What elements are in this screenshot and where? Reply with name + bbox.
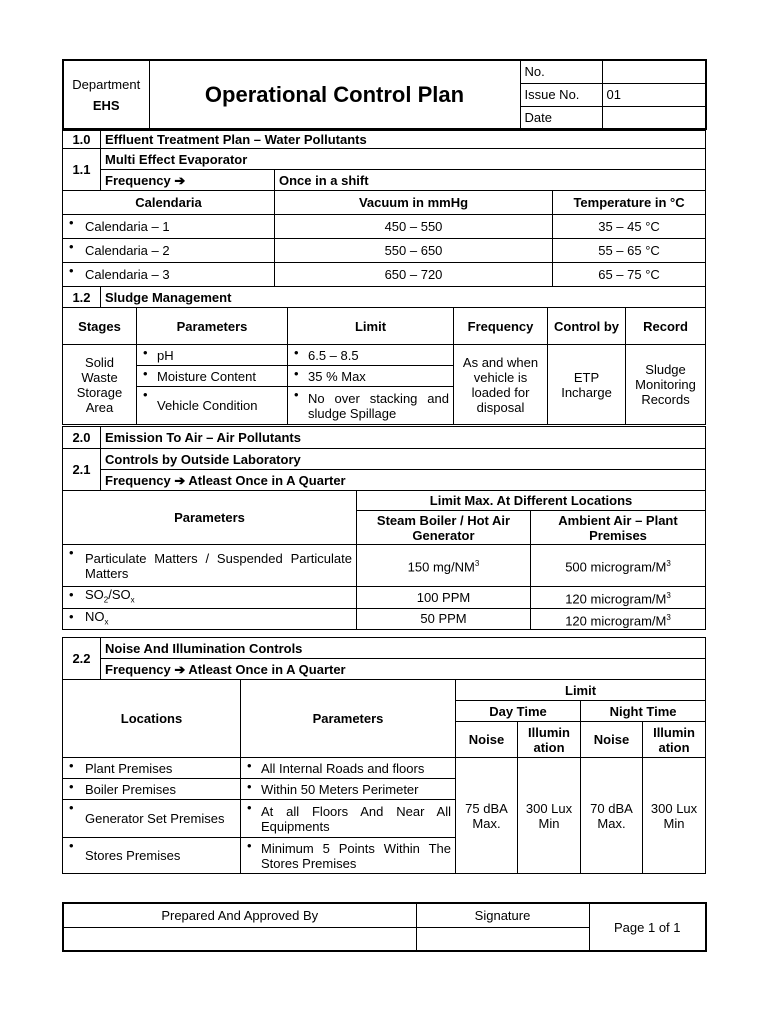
parameter-name: • $SO_2/SO_x$ bbox=[63, 587, 357, 609]
column-header: Parameters bbox=[137, 308, 288, 345]
table-row bbox=[63, 263, 706, 287]
calendaria-name: • Calendaria – 2 bbox=[63, 239, 275, 263]
subsection-num: 2.1 bbox=[63, 449, 101, 491]
ambient-limit: 120 microgram/$M^3$ bbox=[531, 608, 706, 630]
issue-value: 01 bbox=[602, 83, 706, 106]
column-header: Vacuum in mmHg bbox=[275, 191, 553, 215]
department-label: Department bbox=[72, 76, 141, 92]
page-title: Operational Control Plan bbox=[149, 60, 520, 129]
location-name: • Generator Set Premises bbox=[63, 800, 241, 838]
ambient-limit: 120 microgram/$M^3$ bbox=[531, 587, 706, 609]
parameters-header: Parameters bbox=[241, 680, 456, 758]
night-time-header: Night Time bbox=[581, 701, 706, 722]
prepared-value bbox=[63, 927, 416, 951]
section-2-table bbox=[62, 426, 706, 630]
section-num: 1.2 bbox=[63, 287, 101, 308]
ambient-limit: 500 microgram/$M^3$ bbox=[531, 545, 706, 587]
location-name: • Stores Premises bbox=[63, 838, 241, 874]
subsection-title: Controls by Outside Laboratory bbox=[101, 449, 706, 470]
table-row bbox=[63, 608, 706, 630]
header-table bbox=[62, 59, 707, 130]
vacuum-value: 650 – 720 bbox=[275, 263, 553, 287]
table-row bbox=[63, 545, 706, 587]
section-title: Effluent Treatment Plan – Water Pollutants bbox=[101, 131, 706, 149]
record-value: Sludge Monitoring Records bbox=[626, 345, 706, 425]
department-value: EHS bbox=[92, 97, 120, 113]
table-row bbox=[63, 239, 706, 263]
parameter-name: • Minimum 5 Points Within The Stores Premises bbox=[241, 838, 456, 874]
location-name: • Plant Premises bbox=[63, 758, 241, 779]
section-title: Sludge Management bbox=[101, 287, 706, 308]
signature-label: Signature bbox=[416, 903, 589, 927]
stage-value: Solid Waste Storage Area bbox=[63, 345, 137, 425]
control-by-value: ETP Incharge bbox=[548, 345, 626, 425]
parameter-name: • All Internal Roads and floors bbox=[241, 758, 456, 779]
parameter-item: • Vehicle Condition bbox=[137, 387, 288, 425]
column-header: Frequency bbox=[454, 308, 548, 345]
no-label: No. bbox=[520, 60, 602, 83]
date-label: Date bbox=[520, 106, 602, 129]
column-header: Limit bbox=[288, 308, 454, 345]
parameter-name: • $NO_x$ bbox=[63, 608, 357, 630]
boiler-limit: 100 PPM bbox=[357, 587, 531, 609]
section-1-2-table bbox=[62, 286, 706, 425]
vacuum-value: 450 – 550 bbox=[275, 215, 553, 239]
day-time-header: Day Time bbox=[456, 701, 581, 722]
frequency-label: Frequency ➔ bbox=[101, 170, 275, 191]
parameter-name: • Within 50 Meters Perimeter bbox=[241, 779, 456, 800]
temperature-value: 65 – 75 °C bbox=[553, 263, 706, 287]
footer-table bbox=[62, 902, 707, 952]
day-noise-value: 75 dBA Max. bbox=[456, 758, 518, 874]
location-header-boiler: Steam Boiler / Hot Air Generator bbox=[357, 511, 531, 545]
parameters-header: Parameters bbox=[63, 491, 357, 545]
date-value bbox=[602, 106, 706, 129]
subsection-title: Multi Effect Evaporator bbox=[101, 149, 706, 170]
column-header: Control by bbox=[548, 308, 626, 345]
limit-header: Limit bbox=[456, 680, 706, 701]
frequency-value: Once in a shift bbox=[275, 170, 706, 191]
subsection-title: Noise And Illumination Controls bbox=[101, 638, 706, 659]
location-name: • Boiler Premises bbox=[63, 779, 241, 800]
limit-item: • 35 % Max bbox=[288, 366, 454, 387]
limit-item: • No over stacking and sludge Spillage bbox=[288, 387, 454, 425]
section-1-table bbox=[62, 130, 706, 287]
parameter-name: • Particulate Matters / Suspended Particulate Matters bbox=[63, 545, 357, 587]
no-value bbox=[602, 60, 706, 83]
section-num: 1.0 bbox=[63, 131, 101, 149]
column-header: Temperature in °C bbox=[553, 191, 706, 215]
prepared-label: Prepared And Approved By bbox=[63, 903, 416, 927]
calendaria-name: • Calendaria – 1 bbox=[63, 215, 275, 239]
parameter-item: • pH bbox=[137, 345, 288, 366]
boiler-limit: 50 PPM bbox=[357, 608, 531, 630]
parameter-name: • At all Floors And Near All Equipments bbox=[241, 800, 456, 838]
calendaria-name: • Calendaria – 3 bbox=[63, 263, 275, 287]
location-header-ambient: Ambient Air – Plant Premises bbox=[531, 511, 706, 545]
table-row bbox=[63, 215, 706, 239]
noise-header: Noise bbox=[456, 722, 518, 758]
table-row bbox=[63, 587, 706, 609]
temperature-value: 35 – 45 °C bbox=[553, 215, 706, 239]
page-number: Page 1 of 1 bbox=[589, 903, 706, 951]
column-header: Calendaria bbox=[63, 191, 275, 215]
signature-value bbox=[416, 927, 589, 951]
section-title: Emission To Air – Air Pollutants bbox=[101, 427, 706, 449]
limit-item: • 6.5 – 8.5 bbox=[288, 345, 454, 366]
day-illumination-value: 300 Lux Min bbox=[518, 758, 581, 874]
noise-header: Noise bbox=[581, 722, 643, 758]
subsection-num: 2.2 bbox=[63, 638, 101, 680]
column-header: Stages bbox=[63, 308, 137, 345]
subsection-num: 1.1 bbox=[63, 149, 101, 191]
vacuum-value: 550 – 650 bbox=[275, 239, 553, 263]
night-illumination-value: 300 Lux Min bbox=[643, 758, 706, 874]
section-num: 2.0 bbox=[63, 427, 101, 449]
temperature-value: 55 – 65 °C bbox=[553, 239, 706, 263]
boiler-limit: 150 $mg/NM^3$ bbox=[357, 545, 531, 587]
parameter-item: • Moisture Content bbox=[137, 366, 288, 387]
column-header: Record bbox=[626, 308, 706, 345]
table-row bbox=[63, 758, 706, 779]
illumination-header: Illumin ation bbox=[643, 722, 706, 758]
illumination-header: Illumin ation bbox=[518, 722, 581, 758]
frequency-value: As and when vehicle is loaded for disposal bbox=[454, 345, 548, 425]
night-noise-value: 70 dBA Max. bbox=[581, 758, 643, 874]
frequency-text: Frequency ➔ Atleast Once in A Quarter bbox=[101, 659, 706, 680]
section-2-2-table bbox=[62, 637, 706, 874]
locations-header: Locations bbox=[63, 680, 241, 758]
frequency-text: Frequency ➔ Atleast Once in A Quarter bbox=[101, 470, 706, 491]
issue-label: Issue No. bbox=[520, 83, 602, 106]
limit-header: Limit Max. At Different Locations bbox=[357, 491, 706, 511]
department-cell bbox=[63, 60, 149, 129]
